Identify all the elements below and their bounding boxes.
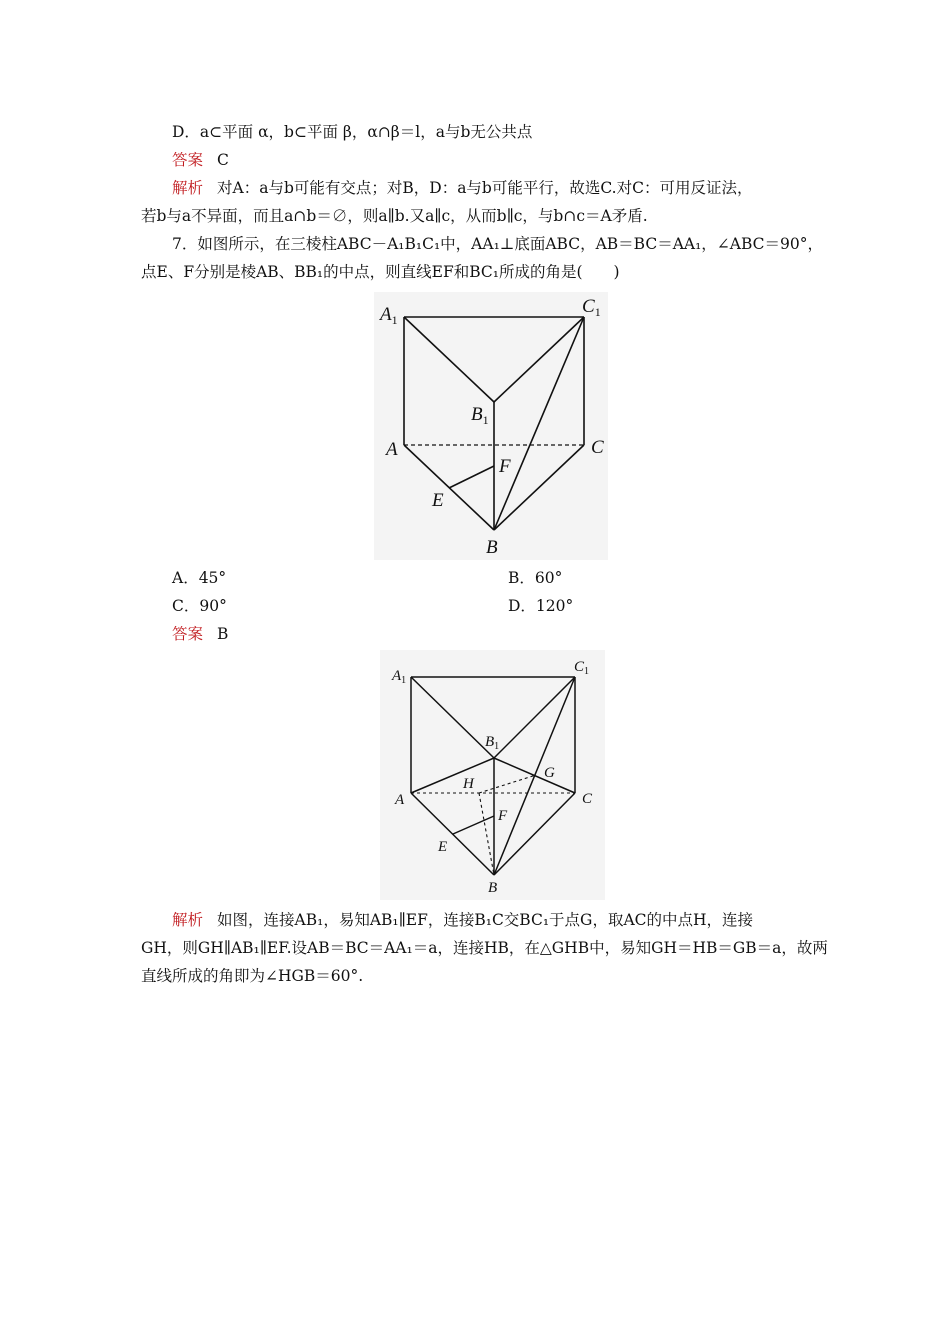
analysis-line-prev-1 — [172, 178, 842, 198]
label2-b1: $B_1$ — [485, 734, 500, 752]
answer-line-q7 — [172, 624, 842, 644]
analysis-text: 对A：a与b可能有交点；对B，D：a与b可能平行，故选C.对C：可用反证法， — [217, 179, 753, 197]
option-d: D．120° — [508, 597, 574, 615]
figure-prism-1 — [374, 292, 608, 560]
label2-a: A — [395, 792, 405, 808]
analysis-line-q7-2: GH，则GH∥AB₁∥EF.设AB＝BC＝AA₁＝a，连接HB，在△GHB中，易知GH＝HB＝GB＝a，故两 — [141, 939, 828, 957]
label-a: A — [386, 439, 398, 460]
analysis-line-q7-1 — [172, 910, 842, 930]
label2-e: E — [438, 839, 448, 855]
question-7-line-1: 7．如图所示，在三棱柱ABC－A₁B₁C₁中，AA₁⊥底面ABC，AB＝BC＝AA₁，∠ABC＝90°， — [172, 235, 824, 253]
answer-label-q7: 答案 — [172, 625, 204, 643]
label-e: E — [432, 490, 444, 511]
label2-g: G — [544, 765, 555, 781]
label-b1: $B_1$ — [471, 404, 489, 427]
label-b: B — [486, 537, 498, 558]
label2-b: B — [488, 880, 498, 896]
analysis-line-prev-2: 若b与a不异面，而且a∩b＝∅，则a∥b.又a∥c，从而b∥c，与b∩c＝A矛盾. — [141, 207, 648, 225]
analysis-label-q7: 解析 — [172, 911, 204, 929]
label2-a1: $A_1$ — [392, 668, 407, 686]
answer-line-prev — [172, 150, 842, 170]
answer-value: C — [217, 151, 229, 169]
label-f: F — [499, 456, 511, 477]
option-c: C．90° — [172, 597, 227, 615]
option-b: B．60° — [508, 569, 563, 587]
analysis-line-q7-3: 直线所成的角即为∠HGB＝60°. — [141, 967, 364, 985]
label-a1: $A_1$ — [380, 304, 398, 327]
figure-prism-2 — [380, 650, 605, 900]
label2-c: C — [582, 791, 593, 807]
label2-f: F — [498, 808, 508, 824]
analysis-label: 解析 — [172, 179, 204, 197]
label-c1: $C_1$ — [582, 296, 601, 319]
figure-prism-1-svg — [374, 292, 608, 560]
label-c: C — [591, 437, 604, 458]
label2-h: H — [463, 776, 474, 792]
label2-c1: $C_1$ — [574, 659, 590, 677]
answer-label: 答案 — [172, 151, 204, 169]
question-7-line-2: 点E、F分别是棱AB、BB₁的中点，则直线EF和BC₁所成的角是( ) — [141, 263, 620, 281]
figure-prism-2-svg — [380, 650, 605, 900]
option-a: A．45° — [172, 569, 227, 587]
answer-value-q7: B — [217, 625, 229, 643]
analysis-text-q7: 如图，连接AB₁，易知AB₁∥EF，连接B₁C交BC₁于点G，取AC的中点H，连接 — [217, 911, 754, 929]
option-d-prev: D．a⊂平面 α，b⊂平面 β，α∩β＝l，a与b无公共点 — [172, 123, 533, 141]
